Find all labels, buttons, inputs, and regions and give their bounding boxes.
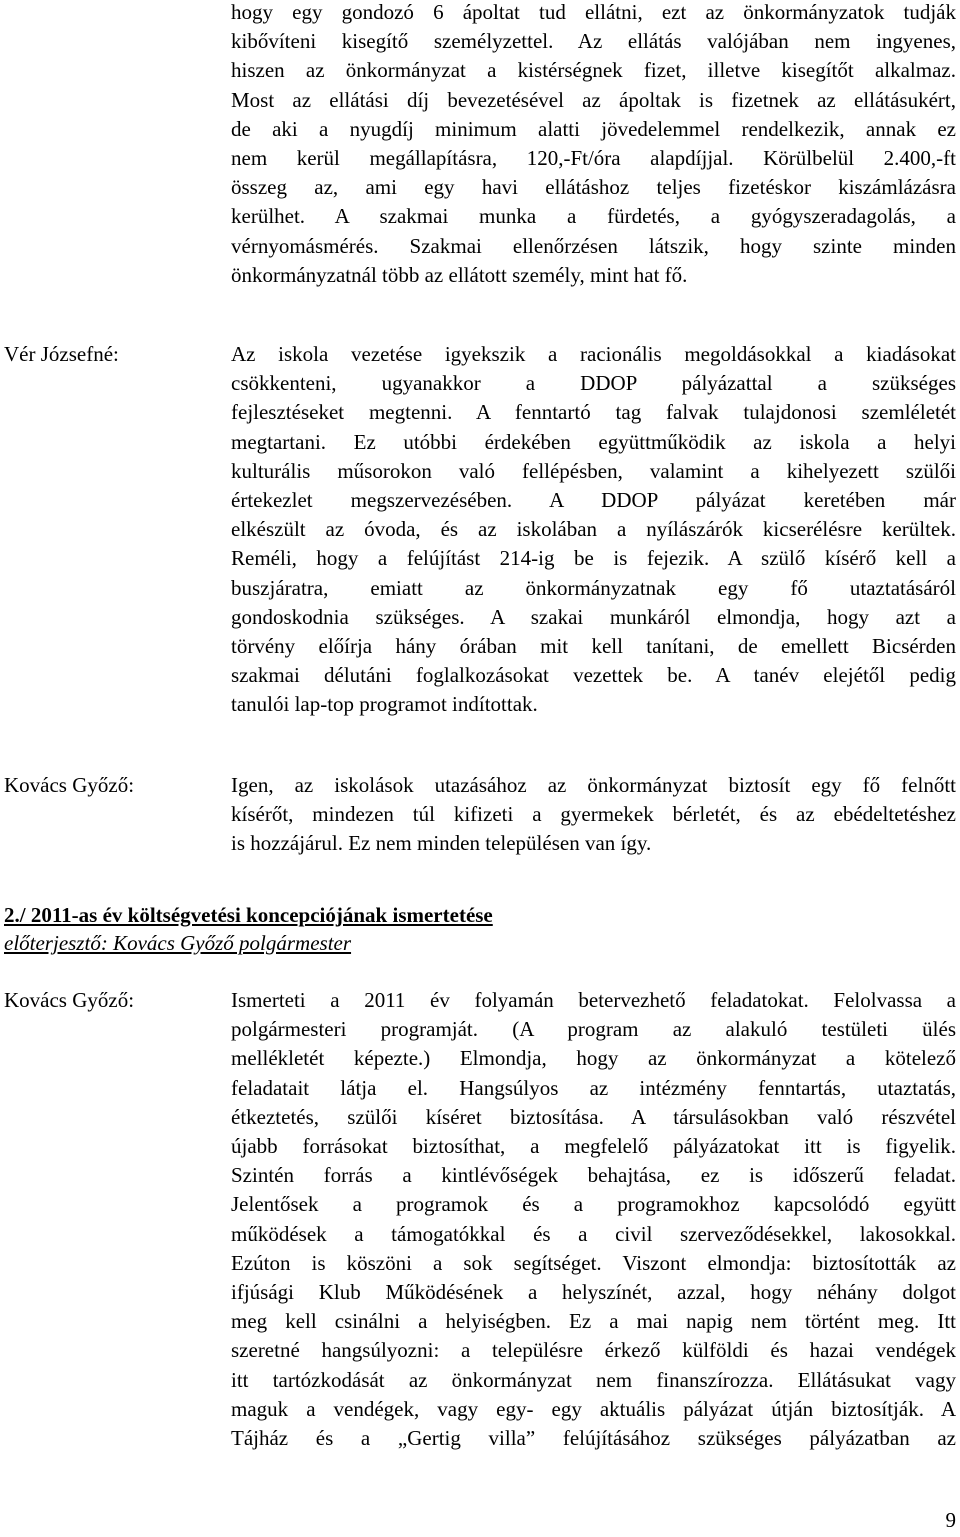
text-line: Igen, az iskolások utazásához az önkormányzat biztosít egy fő felnőtt bbox=[231, 773, 956, 797]
text-line: értekezlet megszervezésében. A DDOP pályázat keretében már bbox=[231, 488, 956, 513]
text-line: hogy egy gondozó 6 ápoltat tud ellátni, ezt az önkormányzatok tudják bbox=[231, 0, 956, 24]
text-line: nem kerül megállapításra, 120,-Ft/óra alapdíjjal. Körülbelül 2.400,-ft bbox=[231, 146, 956, 171]
text-line: csökkenteni, ugyanakkor a DDOP pályázattal a szükséges bbox=[231, 371, 956, 396]
page-number: 9 bbox=[945, 1508, 956, 1532]
speech-paragraph bbox=[231, 340, 956, 720]
text-line: újabb forrásokat biztosíthat, a megfelelő pályázatokat itt is figyelik. bbox=[231, 1134, 956, 1159]
text-line: is hozzájárul. Ez nem minden településen van így. bbox=[231, 831, 652, 856]
text-line: működések a támogatókkal és a civil szerveződésekkel, lakosokkal. bbox=[231, 1221, 956, 1246]
intro-paragraph bbox=[231, 0, 956, 290]
text-line: Jelentősek a programok és a programokhoz kapcsolódó együtt bbox=[231, 1192, 956, 1217]
section-heading: 2./ 2011-as év költségvetési koncepciójának ismertetése bbox=[4, 903, 493, 927]
text-line: feladatait látja el. Hangsúlyos az intézmény fenntartás, utaztatás, bbox=[231, 1075, 956, 1100]
text-line: kerülhet. A szakmai munka a fürdetés, a gyógyszeradagolás, a bbox=[231, 204, 956, 229]
text-line: hiszen az önkormányzat a kistérségnek fizet, illetve kisegítőt alkalmaz. bbox=[231, 58, 956, 83]
text-line: Az iskola vezetése igyekszik a racionális megoldásokkal a kiadásokat bbox=[231, 342, 956, 366]
text-line: tanulói lap-top programot indítottak. bbox=[231, 692, 538, 717]
text-line: kulturális műsorokon való fellépésben, valamint a kihelyezett szülői bbox=[231, 458, 956, 483]
text-line: vérnyomásmérés. Szakmai ellenőrzésen látszik, hogy szinte minden bbox=[231, 233, 956, 258]
text-line: buszjáratra, emiatt az önkormányzatnak egy fő utaztatásáról bbox=[231, 575, 956, 600]
text-line: önkormányzatnál több az ellátott személy, mint hat fő. bbox=[231, 262, 688, 287]
section-presenter: előterjesztő: Kovács Győző polgármester bbox=[4, 931, 352, 955]
text-line: meg kell csinálni a helyiségben. Ez a mai napig nem történt meg. Itt bbox=[231, 1309, 956, 1334]
speaker-name: Vér Józsefné: bbox=[4, 342, 119, 366]
text-line: itt tartózkodását az önkormányzat nem finanszírozza. Ellátásukat vagy bbox=[231, 1367, 956, 1392]
text-line: mellékletét képezte.) Elmondja, hogy az önkormányzat a kötelező bbox=[231, 1046, 956, 1071]
text-line: Ismerteti a 2011 év folyamán betervezhető feladatokat. Felolvassa a bbox=[231, 988, 956, 1012]
text-line: törvény előírja hány órában mit kell tanítani, de emellett Bicsérden bbox=[231, 634, 956, 659]
text-line: maguk a vendégek, vagy egy- egy aktuális pályázat útján biztosítják. A bbox=[231, 1396, 956, 1421]
speech-paragraph bbox=[231, 771, 956, 859]
text-line: Reméli, hogy a felújítást 214-ig be is fejezik. A szülő kísérő kell a bbox=[231, 546, 956, 571]
speech-paragraph bbox=[231, 986, 956, 1453]
speaker-name: Kovács Győző: bbox=[4, 988, 135, 1012]
text-line: elkészült az óvoda, és az iskolában a nyílászárók kicserélésre kerültek. bbox=[231, 517, 956, 542]
speaker-name: Kovács Győző: bbox=[4, 773, 135, 797]
text-line: de aki a nyugdíj minimum alatti jövedelemmel rendelkezik, annak ez bbox=[231, 116, 956, 141]
text-line: fejlesztéseket megtenni. A fenntartó tag falvak tulajdonosi szemléletét bbox=[231, 400, 956, 425]
text-line: összeg az, ami egy havi ellátáshoz teljes fizetéskor kiszámlázásra bbox=[231, 175, 956, 200]
text-line: Ezúton is köszöni a sok segítséget. Viszont elmondja: biztosították az bbox=[231, 1250, 956, 1275]
text-line: étkeztetés, szülői kíséret biztosítása. A társulásokban való részvétel bbox=[231, 1104, 956, 1129]
text-line: polgármesteri programját. (A program az alakuló testületi ülés bbox=[231, 1017, 956, 1042]
text-line: gondoskodnia szükséges. A szakai munkáról elmondja, hogy azt a bbox=[231, 604, 956, 629]
text-line: Tájház és a „Gertig villa” felújításához szükséges pályázatban az bbox=[231, 1426, 956, 1451]
text-line: Szintén forrás a kintlévőségek behajtása, ez is időszerű feladat. bbox=[231, 1163, 956, 1188]
text-line: megtartani. Ez utóbbi érdekében együttműködik az iskola a helyi bbox=[231, 429, 956, 454]
text-line: szeretné hangsúlyozni: a településre érkező külföldi és hazai vendégek bbox=[231, 1338, 956, 1363]
text-line: Most az ellátási díj bevezetésével az ápoltak is fizetnek az ellátásukért, bbox=[231, 87, 956, 112]
text-line: kísérőt, mindezen túl kifizeti a gyermekek bérletét, és az ebédeltetéshez bbox=[231, 802, 956, 827]
text-line: ifjúsági Klub Működésének a helyszínét, azzal, hogy néhány dolgot bbox=[231, 1280, 956, 1305]
text-line: kibővíteni kisegítő személyzettel. Az ellátás valójában nem ingyenes, bbox=[231, 29, 956, 54]
text-line: szakmai délutáni foglalkozásokat vezettek be. A tanév elejétől pedig bbox=[231, 663, 956, 688]
